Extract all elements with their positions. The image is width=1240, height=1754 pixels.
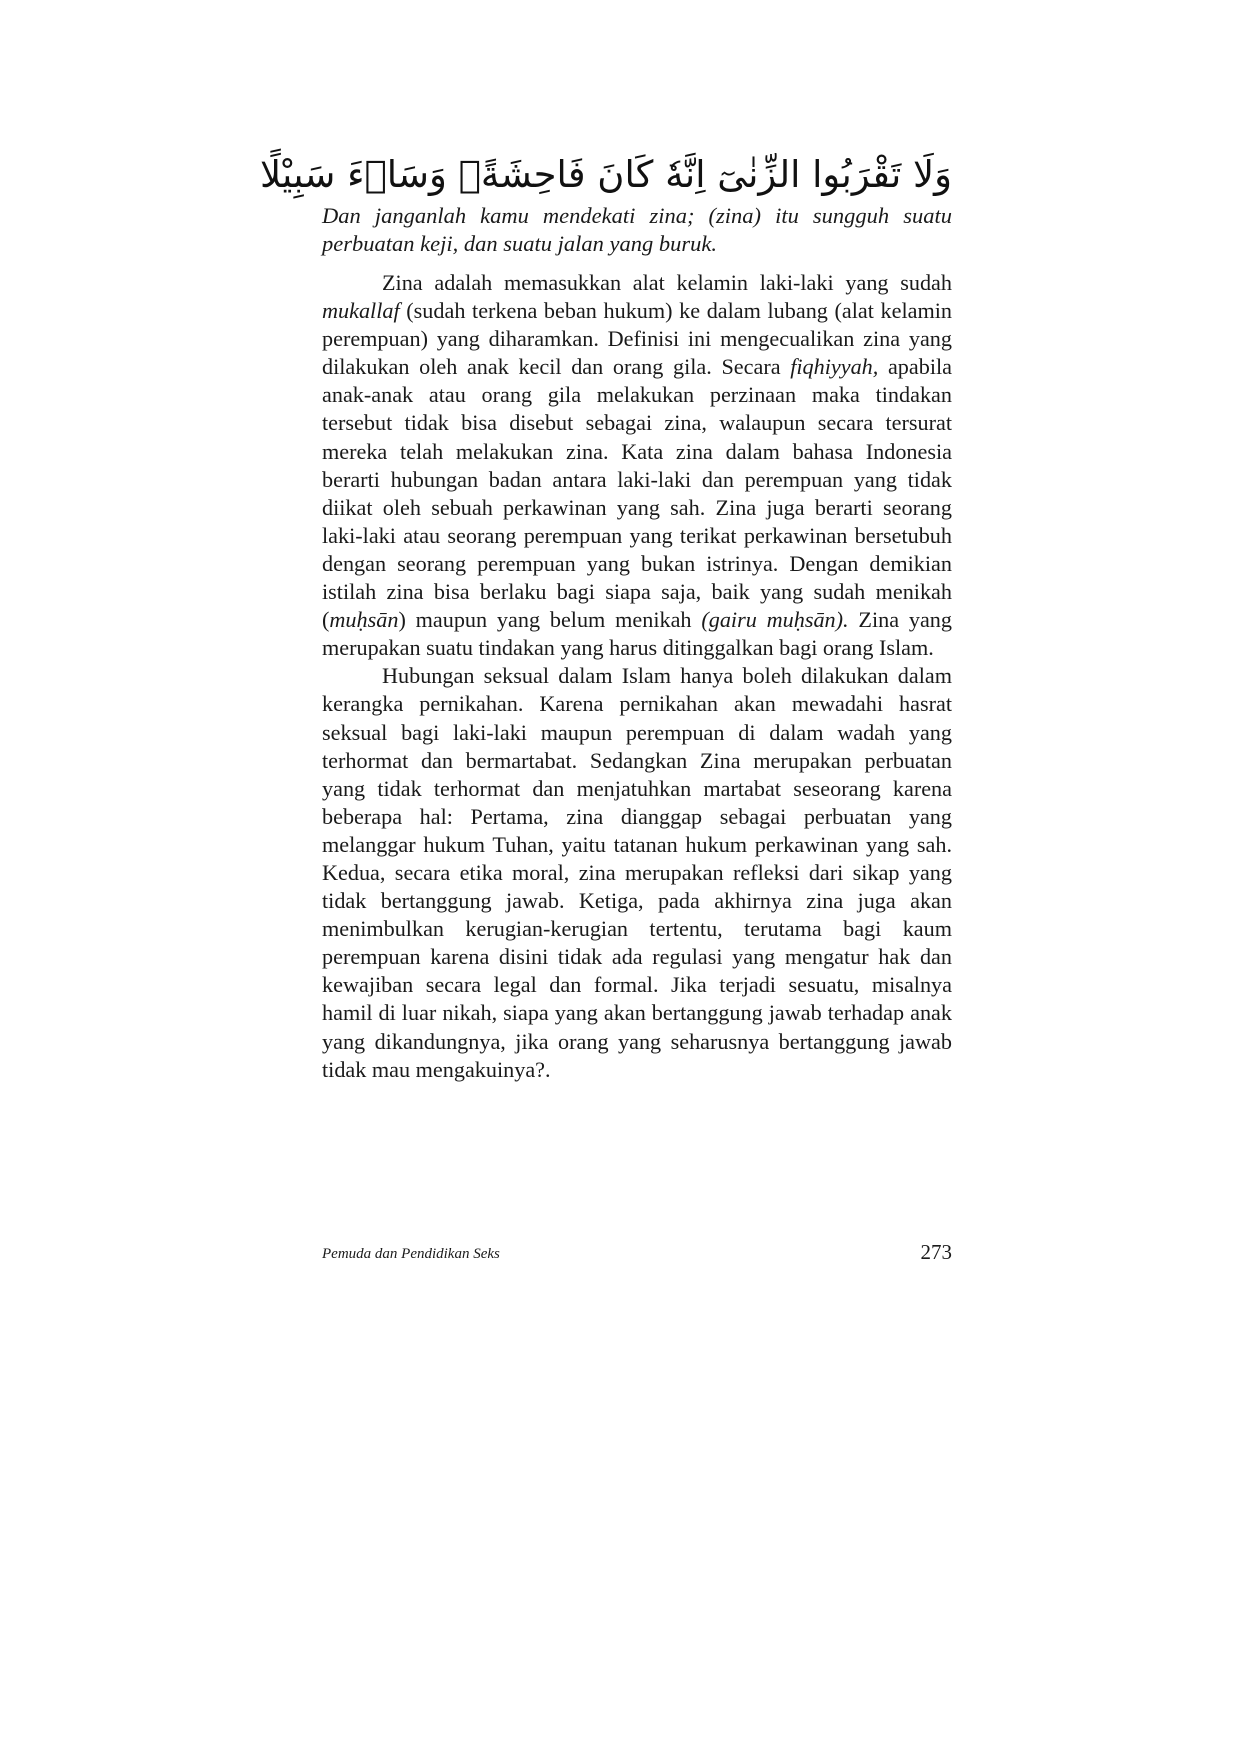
paragraph1-segment-1: Zina adalah memasukkan alat kelamin laki-laki yang sudah xyxy=(382,270,952,295)
paragraph1-segment-3: apabila anak-anak atau orang gila melakukan perzinaan maka tindakan tersebut tidak bisa disebut sebagai zina, walaupun secara tersurat mereka telah melakukan zina. Kata zina dalam bahasa Indonesia berarti hubungan badan antara laki-laki dan perempuan yang tidak diikat oleh sebuah perkawinan yang sah. Zina juga berarti seorang laki-laki atau seorang perempuan yang terikat perkawinan bersetubuh dengan seorang perempuan yang bukan istrinya. Dengan demikian istilah zina bisa berlaku bagi siapa saja, baik yang sudah menikah ( xyxy=(322,354,952,633)
paragraph1-segment-2: (sudah terkena beban hukum) ke dalam lubang (alat kelamin perempuan) yang diharamkan. Definisi ini mengecualikan zina yang dilakukan oleh anak kecil dan orang gila. Secara xyxy=(322,298,952,380)
paragraph1-segment-5: Zina yang merupakan suatu tindakan yang harus ditinggalkan bagi orang Islam. xyxy=(322,607,952,661)
term-muhsan: muḥsān xyxy=(329,607,399,633)
quran-verse-arabic: وَلَا تَقْرَبُوا الزِّنٰىٓ اِنَّهٗ كَانَ فَاحِشَةًۗ وَسَاۤءَ سَبِيْلًا xyxy=(259,153,952,196)
paragraph1-segment-4: ) maupun yang belum menikah xyxy=(398,607,702,633)
term-mukallaf: mukallaf xyxy=(322,298,400,324)
term-gairu-muhsan: (gairu muḥsān). xyxy=(701,607,849,633)
body-text xyxy=(322,269,952,1084)
term-fiqhiyyah: fiqhiyyah, xyxy=(790,354,879,380)
verse-translation: Dan janganlah kamu mendekati zina; (zina) itu sungguh suatu perbuatan keji, dan suatu jalan yang buruk. xyxy=(322,203,952,256)
paragraph-zina-definition xyxy=(322,269,952,662)
paragraph-sexual-relations: Hubungan seksual dalam Islam hanya boleh dilakukan dalam kerangka pernikahan. Karena pernikahan akan mewadahi hasrat seksual bagi laki-laki maupun perempuan di dalam wadah yang terhormat dan bermartabat. Sedangkan Zina merupakan perbuatan yang tidak terhormat dan menjatuhkan martabat seseorang karena beberapa hal: Pertama, zina dianggap sebagai perbuatan yang melanggar hukum Tuhan, yaitu tatanan hukum perkawinan yang sah. Kedua, secara etika moral, zina merupakan refleksi dari sikap yang tidak bertanggung jawab. Ketiga, pada akhirnya zina juga akan menimbulkan kerugian-kerugian tertentu, terutama bagi kaum perempuan karena disini tidak ada regulasi yang mengatur hak dan kewajiban secara legal dan formal. Jika terjadi sesuatu, misalnya hamil di luar nikah, siapa yang akan bertanggung jawab terhadap anak yang dikandungnya, jika orang yang seharusnya bertanggung jawab tidak mau mengakuinya?. xyxy=(322,663,952,1082)
page-number: 273 xyxy=(920,1240,952,1264)
running-footer-book-title: Pemuda dan Pendidikan Seks xyxy=(322,1246,500,1262)
